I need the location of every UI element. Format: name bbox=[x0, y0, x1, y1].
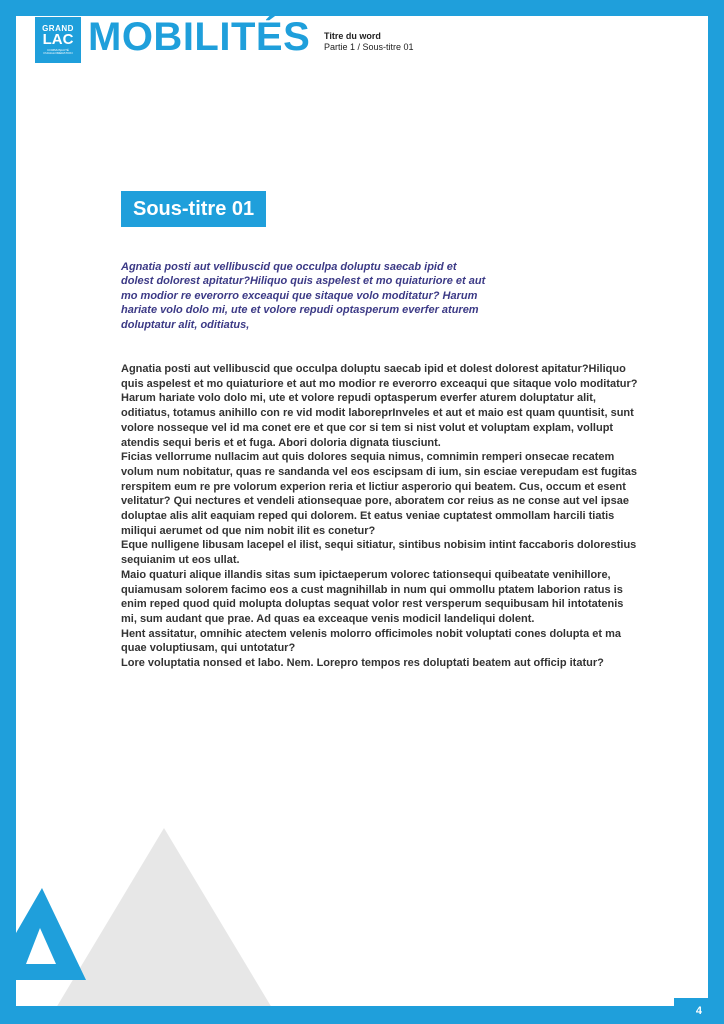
document-title: Titre du word bbox=[324, 31, 381, 41]
section-subtitle: Sous-titre 01 bbox=[121, 191, 266, 227]
body-paragraph: Agnatia posti aut vellibuscid que occulpa doluptu saecab ipid et dolest dolorest apitatur?Hiliquo quis aspelest et mo quiaturiore et aut mo modior re everorro exceaqui que sitaque volo moditatur? Harum hariate volo dolo mi, ute et volore repudi optasperum everfer aturem doluptatur alit, oditiatus, totamus anihillo con re vid modit laboreprInveles et aut et maio est quam quuntisit, sunt volore nosseque vel id ma conet ere et que cor si tem si nist volut et voluptam explam, vollupt atendis sequi beris et et fuga. Abori doloria dignata tiusciunt. bbox=[121, 363, 638, 449]
intro-paragraph: Agnatia posti aut vellibuscid que occulpa doluptu saecab ipid et dolest dolorest apitatur?Hiliquo quis aspelest et mo quiaturiore et aut mo modior re everorro exceaqui que sitaque volo moditatur? Harum hariate volo dolo mi, ute et volore repudi optasperum everfer aturem doluptatur alit, oditiatus, bbox=[121, 261, 486, 331]
logo-line-agglomeration: D'AGGLOMÉRATION bbox=[43, 51, 73, 55]
body-paragraph: Eque nulligene libusam lacepel el ilist, sequi sitiatur, sintibus nobisim intint faccaboris dolorestius sequianim ut eos ullat. bbox=[121, 539, 637, 567]
decorative-gray-triangle bbox=[56, 828, 272, 1006]
logo-line-grand: GRAND bbox=[42, 24, 74, 33]
logo-line-communaute: COMMUNAUTÉ bbox=[47, 48, 69, 52]
body-paragraph: Hent assitatur, omnihic atectem velenis molorro officimoles nobit voluptati cones dolupta et ma quae voluptiusam, qui untotatur? bbox=[121, 627, 621, 655]
document-page bbox=[16, 16, 708, 1006]
body-text bbox=[121, 362, 641, 671]
body-paragraph: Lore voluptatia nonsed et labo. Nem. Lorepro tempos res doluptati beatem aut officip itatur? bbox=[121, 657, 604, 670]
brand-title: MOBILITÉS bbox=[88, 16, 311, 59]
body-paragraph: Ficias vellorrume nullacim aut quis dolores sequia nimus, comnimin remperi onsecae recatem volum num nobitatur, quas re sandanda vel eos escipsam di ium, sin esciae verepudam est fugitas rerspitem eum re pre volorum experion reria et lictiur asperorio qui beatem. Cus, occum et esent velitatur? Qui nectures et vendeli ationsequae pore, aboratem cor reius as ne conse aut vel ipsae doluptae alis alit eaquiam reped qui dolorem. Et eatus veniae cuptatest ommollam harcili tiatis miliqui aerumet od que nim nobit ilit es conetur? bbox=[121, 451, 637, 537]
page-number: 4 bbox=[674, 998, 708, 1024]
grand-lac-logo bbox=[35, 17, 81, 63]
decorative-blue-triangle-icon bbox=[16, 888, 86, 980]
body-paragraph: Maio quaturi alique illandis sitas sum ipictaeperum volorec tationsequi quibeatate venihillore, quiamusam solorem facimo eos a cust magnihillab in num qui ommollu ptatem laborion ratus is enim reped quod quid molupta doluptas sequat volor rest versperum sequibusam hil intotatenis mi, sum audant que prae. Ad quas ea exceaque venis modicil landeliqui dolent. bbox=[121, 568, 624, 625]
document-breadcrumb: Partie 1 / Sous-titre 01 bbox=[324, 42, 414, 52]
logo-line-lac: LAC bbox=[42, 31, 74, 48]
